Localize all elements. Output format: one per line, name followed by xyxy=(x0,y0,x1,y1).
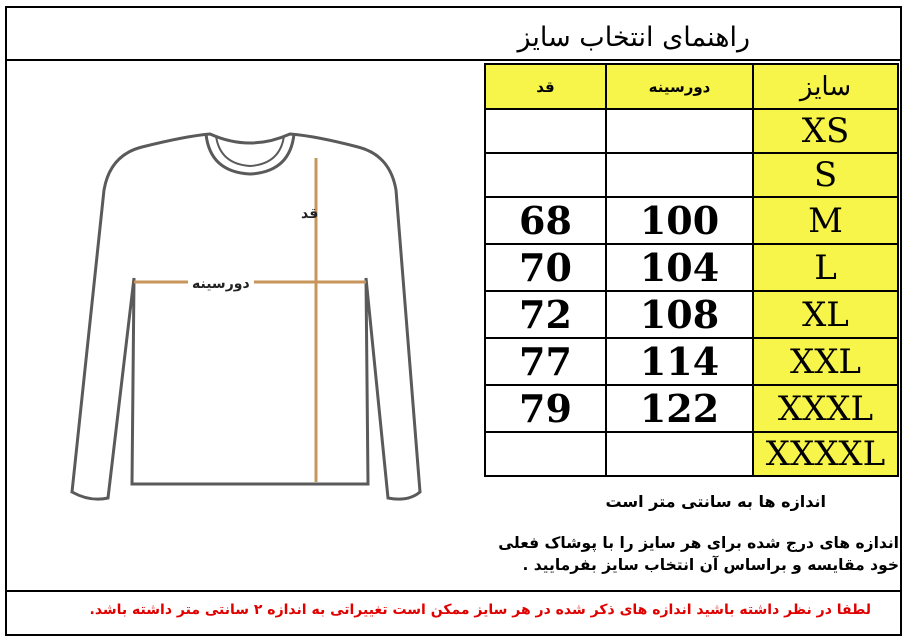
compare-note xyxy=(459,532,899,576)
table-row xyxy=(485,338,898,385)
size-cell: L xyxy=(753,244,898,291)
compare-note-line: خود مقایسه و براساس آن انتخاب سایز بفرمایید . xyxy=(522,556,899,574)
size-cell: S xyxy=(753,153,898,197)
table-row xyxy=(485,432,898,476)
header-dorsine: دورسینه xyxy=(606,64,753,109)
height-label: قد xyxy=(301,206,319,222)
size-table xyxy=(484,63,899,477)
qad-cell: 70 xyxy=(485,244,606,291)
header-size: سایز xyxy=(753,64,898,109)
size-cell: XS xyxy=(753,109,898,153)
dorsine-cell xyxy=(606,109,753,153)
qad-cell: 72 xyxy=(485,291,606,338)
dorsine-cell xyxy=(606,432,753,476)
shirt-outline xyxy=(72,134,420,499)
table-row xyxy=(485,109,898,153)
header-qad: قد xyxy=(485,64,606,109)
table-row xyxy=(485,153,898,197)
qad-cell: 79 xyxy=(485,385,606,432)
dorsine-cell: 114 xyxy=(606,338,753,385)
dorsine-cell xyxy=(606,153,753,197)
table-header-row xyxy=(485,64,898,109)
table-row xyxy=(485,197,898,244)
dorsine-cell: 108 xyxy=(606,291,753,338)
qad-cell: 77 xyxy=(485,338,606,385)
divider xyxy=(5,590,902,592)
chest-label: دورسینه xyxy=(188,276,254,292)
shirt-diagram xyxy=(70,130,440,510)
dorsine-cell: 100 xyxy=(606,197,753,244)
size-cell: XXL xyxy=(753,338,898,385)
table-row xyxy=(485,244,898,291)
title-bar xyxy=(5,6,902,61)
page-title: راهنمای انتخاب سایز xyxy=(517,22,750,53)
compare-note-line: اندازه های درج شده برای هر سایز را با پوشاک فعلی xyxy=(498,534,899,552)
dorsine-cell: 104 xyxy=(606,244,753,291)
qad-cell xyxy=(485,109,606,153)
unit-note: اندازه ها به سانتی متر است xyxy=(605,492,826,511)
qad-cell xyxy=(485,432,606,476)
table-row xyxy=(485,291,898,338)
size-cell: XL xyxy=(753,291,898,338)
dorsine-cell: 122 xyxy=(606,385,753,432)
size-cell: XXXXL xyxy=(753,432,898,476)
qad-cell: 68 xyxy=(485,197,606,244)
qad-cell xyxy=(485,153,606,197)
size-cell: XXXL xyxy=(753,385,898,432)
table-row xyxy=(485,385,898,432)
tolerance-warning: لطفا در نظر داشته باشید اندازه های ذکر شده در هر سایز ممکن است تغییراتی به اندازه ۲ سانتی متر داشته باشد. xyxy=(89,602,871,618)
size-cell: M xyxy=(753,197,898,244)
